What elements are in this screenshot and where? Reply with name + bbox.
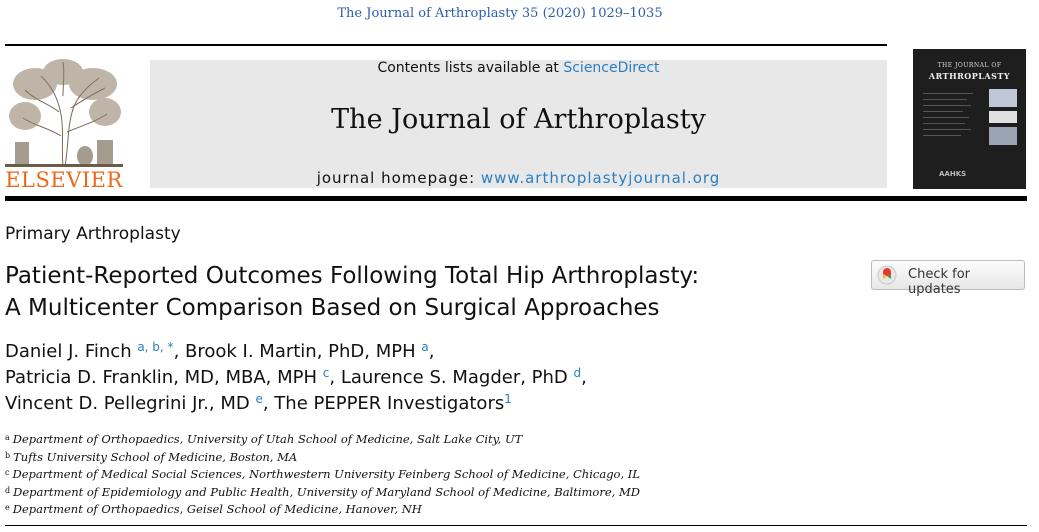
affiliation-text: Department of Medical Social Sciences, Northwestern University Feinberg School of Medicine, Chicago, IL — [12, 467, 640, 481]
affiliation-text: Department of Orthopaedics, Geisel School of Medicine, Hanover, NH — [12, 502, 422, 516]
affiliation-mark: a — [5, 433, 10, 442]
author-affiliation-marks[interactable]: a, b, * — [137, 340, 174, 354]
affiliation-mark: d — [5, 485, 11, 495]
check-updates-label: Check for updates — [908, 267, 970, 297]
author-affiliation-marks[interactable]: e — [255, 392, 263, 406]
check-for-updates-button[interactable] — [871, 260, 1025, 297]
cover-footer: AAHKS — [939, 170, 967, 178]
author-footnote-mark[interactable]: 1 — [504, 392, 512, 406]
author-separator: , — [428, 341, 435, 362]
affiliation-mark: b — [5, 450, 11, 460]
journal-cover-thumbnail[interactable] — [913, 49, 1026, 189]
cover-text-line — [923, 93, 973, 94]
header-thick-rule — [5, 196, 1027, 201]
author-separator: , — [581, 367, 587, 388]
journal-citation — [0, 6, 1000, 21]
contents-line — [150, 60, 887, 76]
affiliation-item — [5, 448, 905, 466]
contents-prefix: Contents lists available at — [377, 60, 564, 76]
cover-text-line — [923, 117, 969, 118]
author-affiliation-marks[interactable]: c — [322, 366, 330, 380]
author-name[interactable]: Daniel J. Finch — [5, 341, 138, 362]
title-line-1: Patient-Reported Outcomes Following Total Hip Arthroplasty: — [5, 263, 700, 289]
cover-text-line — [923, 111, 963, 112]
homepage-line — [150, 169, 887, 187]
author-list — [5, 339, 905, 417]
cover-text-line — [923, 129, 971, 130]
cover-image — [989, 111, 1017, 123]
cover-image — [989, 89, 1017, 107]
article-section: Primary Arthroplasty — [5, 224, 181, 244]
cover-text-line — [923, 135, 961, 136]
journal-title: The Journal of Arthroplasty — [331, 104, 706, 135]
author-separator: , — [262, 393, 275, 414]
cover-text-line — [923, 105, 971, 106]
citation-link[interactable]: The Journal of Arthroplasty 35 (2020) 1029–1035 — [337, 6, 663, 21]
article-title — [5, 260, 825, 324]
author-name[interactable]: Brook I. Martin, PhD, MPH — [185, 341, 422, 362]
author-affiliation-marks[interactable]: d — [573, 366, 582, 380]
cover-title-large: ARTHROPLASTY — [928, 71, 1011, 81]
cover-image — [989, 127, 1017, 145]
affiliation-list — [5, 430, 905, 518]
author-separator: , — [329, 367, 341, 388]
affiliation-text: Department of Orthopaedics, University of Utah School of Medicine, Salt Lake City, UT — [12, 432, 523, 446]
cover-title-small: THE JOURNAL OF — [937, 62, 1002, 69]
author-name[interactable]: Laurence S. Magder, PhD — [340, 367, 574, 388]
author-name[interactable]: Patricia D. Franklin, MD, MBA, MPH — [5, 367, 323, 388]
author-affiliation-marks[interactable]: a — [421, 340, 429, 354]
header-top-rule — [5, 44, 887, 46]
affiliation-text: Department of Epidemiology and Public Health, University of Maryland School of Medicine, Baltimore, MD — [13, 484, 640, 499]
author-line-3 — [5, 391, 905, 417]
sciencedirect-link[interactable]: ScienceDirect — [563, 60, 660, 76]
author-line-1 — [5, 339, 905, 365]
title-line-2: A Multicenter Comparison Based on Surgical Approaches — [5, 295, 660, 321]
affiliation-item — [5, 465, 905, 483]
affiliation-item — [5, 430, 905, 448]
author-line-2 — [5, 365, 905, 391]
affiliation-mark: e — [5, 503, 10, 512]
homepage-prefix: journal homepage: — [316, 169, 481, 187]
check-updates-icon — [877, 265, 897, 285]
affiliation-mark: c — [5, 468, 10, 477]
affiliations-bottom-rule — [5, 525, 1027, 526]
journal-header-box — [150, 60, 887, 188]
author-separator: , — [173, 341, 186, 362]
cover-text-line — [923, 99, 967, 100]
elsevier-wordmark: ELSEVIER — [5, 168, 123, 192]
affiliation-item — [5, 500, 905, 518]
cover-text-line — [923, 123, 965, 124]
affiliation-item — [5, 483, 905, 501]
author-name[interactable]: The PEPPER Investigators — [274, 393, 505, 414]
affiliation-text: Tufts University School of Medicine, Boston, MA — [13, 449, 298, 464]
homepage-link[interactable]: www.arthroplastyjournal.org — [480, 169, 721, 187]
author-name[interactable]: Vincent D. Pellegrini Jr., MD — [5, 393, 256, 414]
